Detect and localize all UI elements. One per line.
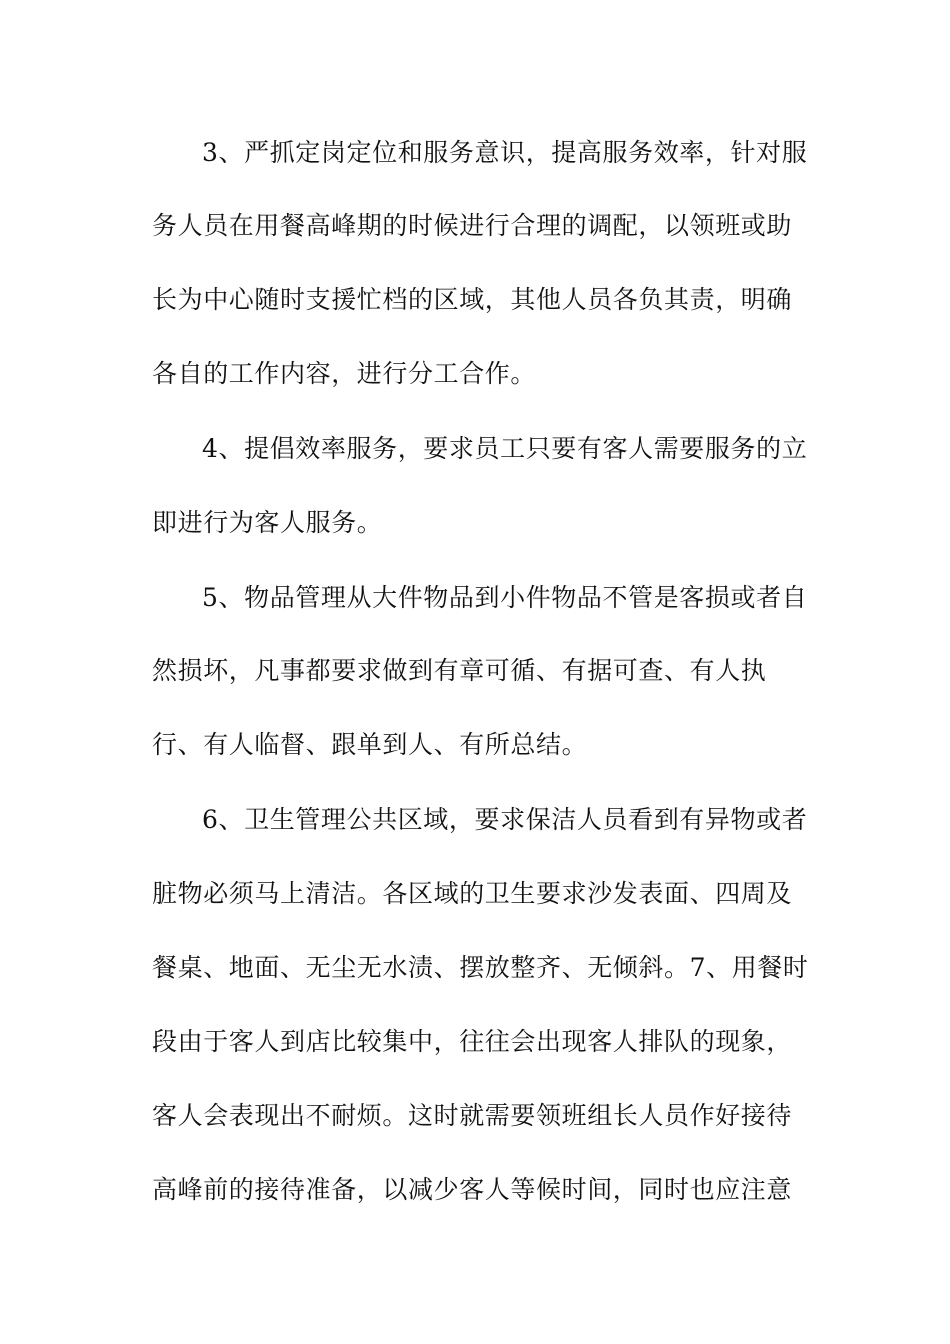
paragraph-4-line-2: 即进行为客人服务。 <box>152 508 383 537</box>
paragraph-6-line-6: 高峰前的接待准备，以减少客人等候时间，同时也应注意 <box>152 1175 793 1204</box>
paragraph-6-line-1: 6、卫生管理公共区域，要求保洁人员看到有异物或者 <box>202 805 808 834</box>
paragraph-6-line-4: 段由于客人到店比较集中，往往会出现客人排队的现象， <box>152 1027 793 1056</box>
paragraph-3-line-4: 各自的工作内容，进行分工合作。 <box>152 359 537 388</box>
paragraph-4-line-1: 4、提倡效率服务，要求员工只要有客人需要服务的立 <box>202 434 808 463</box>
paragraph-3-line-1: 3、严抓定岗定位和服务意识，提高服务效率，针对服 <box>202 138 808 167</box>
paragraph-6-line-3: 餐桌、地面、无尘无水渍、摆放整齐、无倾斜。7、用餐时 <box>152 953 809 982</box>
paragraph-5-line-2: 然损坏，凡事都要求做到有章可循、有据可查、有人执 <box>152 656 767 685</box>
paragraph-5-line-3: 行、有人临督、跟单到人、有所总结。 <box>152 730 588 759</box>
paragraph-3-line-3: 长为中心随时支援忙档的区域，其他人员各负其责，明确 <box>152 285 793 314</box>
paragraph-3-line-2: 务人员在用餐高峰期的时候进行合理的调配，以领班或助 <box>152 211 793 240</box>
paragraph-6-line-2: 脏物必须马上清洁。各区域的卫生要求沙发表面、四周及 <box>152 879 793 908</box>
paragraph-6-line-5: 客人会表现出不耐烦。这时就需要领班组长人员作好接待 <box>152 1101 793 1130</box>
paragraph-5-line-1: 5、物品管理从大件物品到小件物品不管是客损或者自 <box>202 583 808 612</box>
